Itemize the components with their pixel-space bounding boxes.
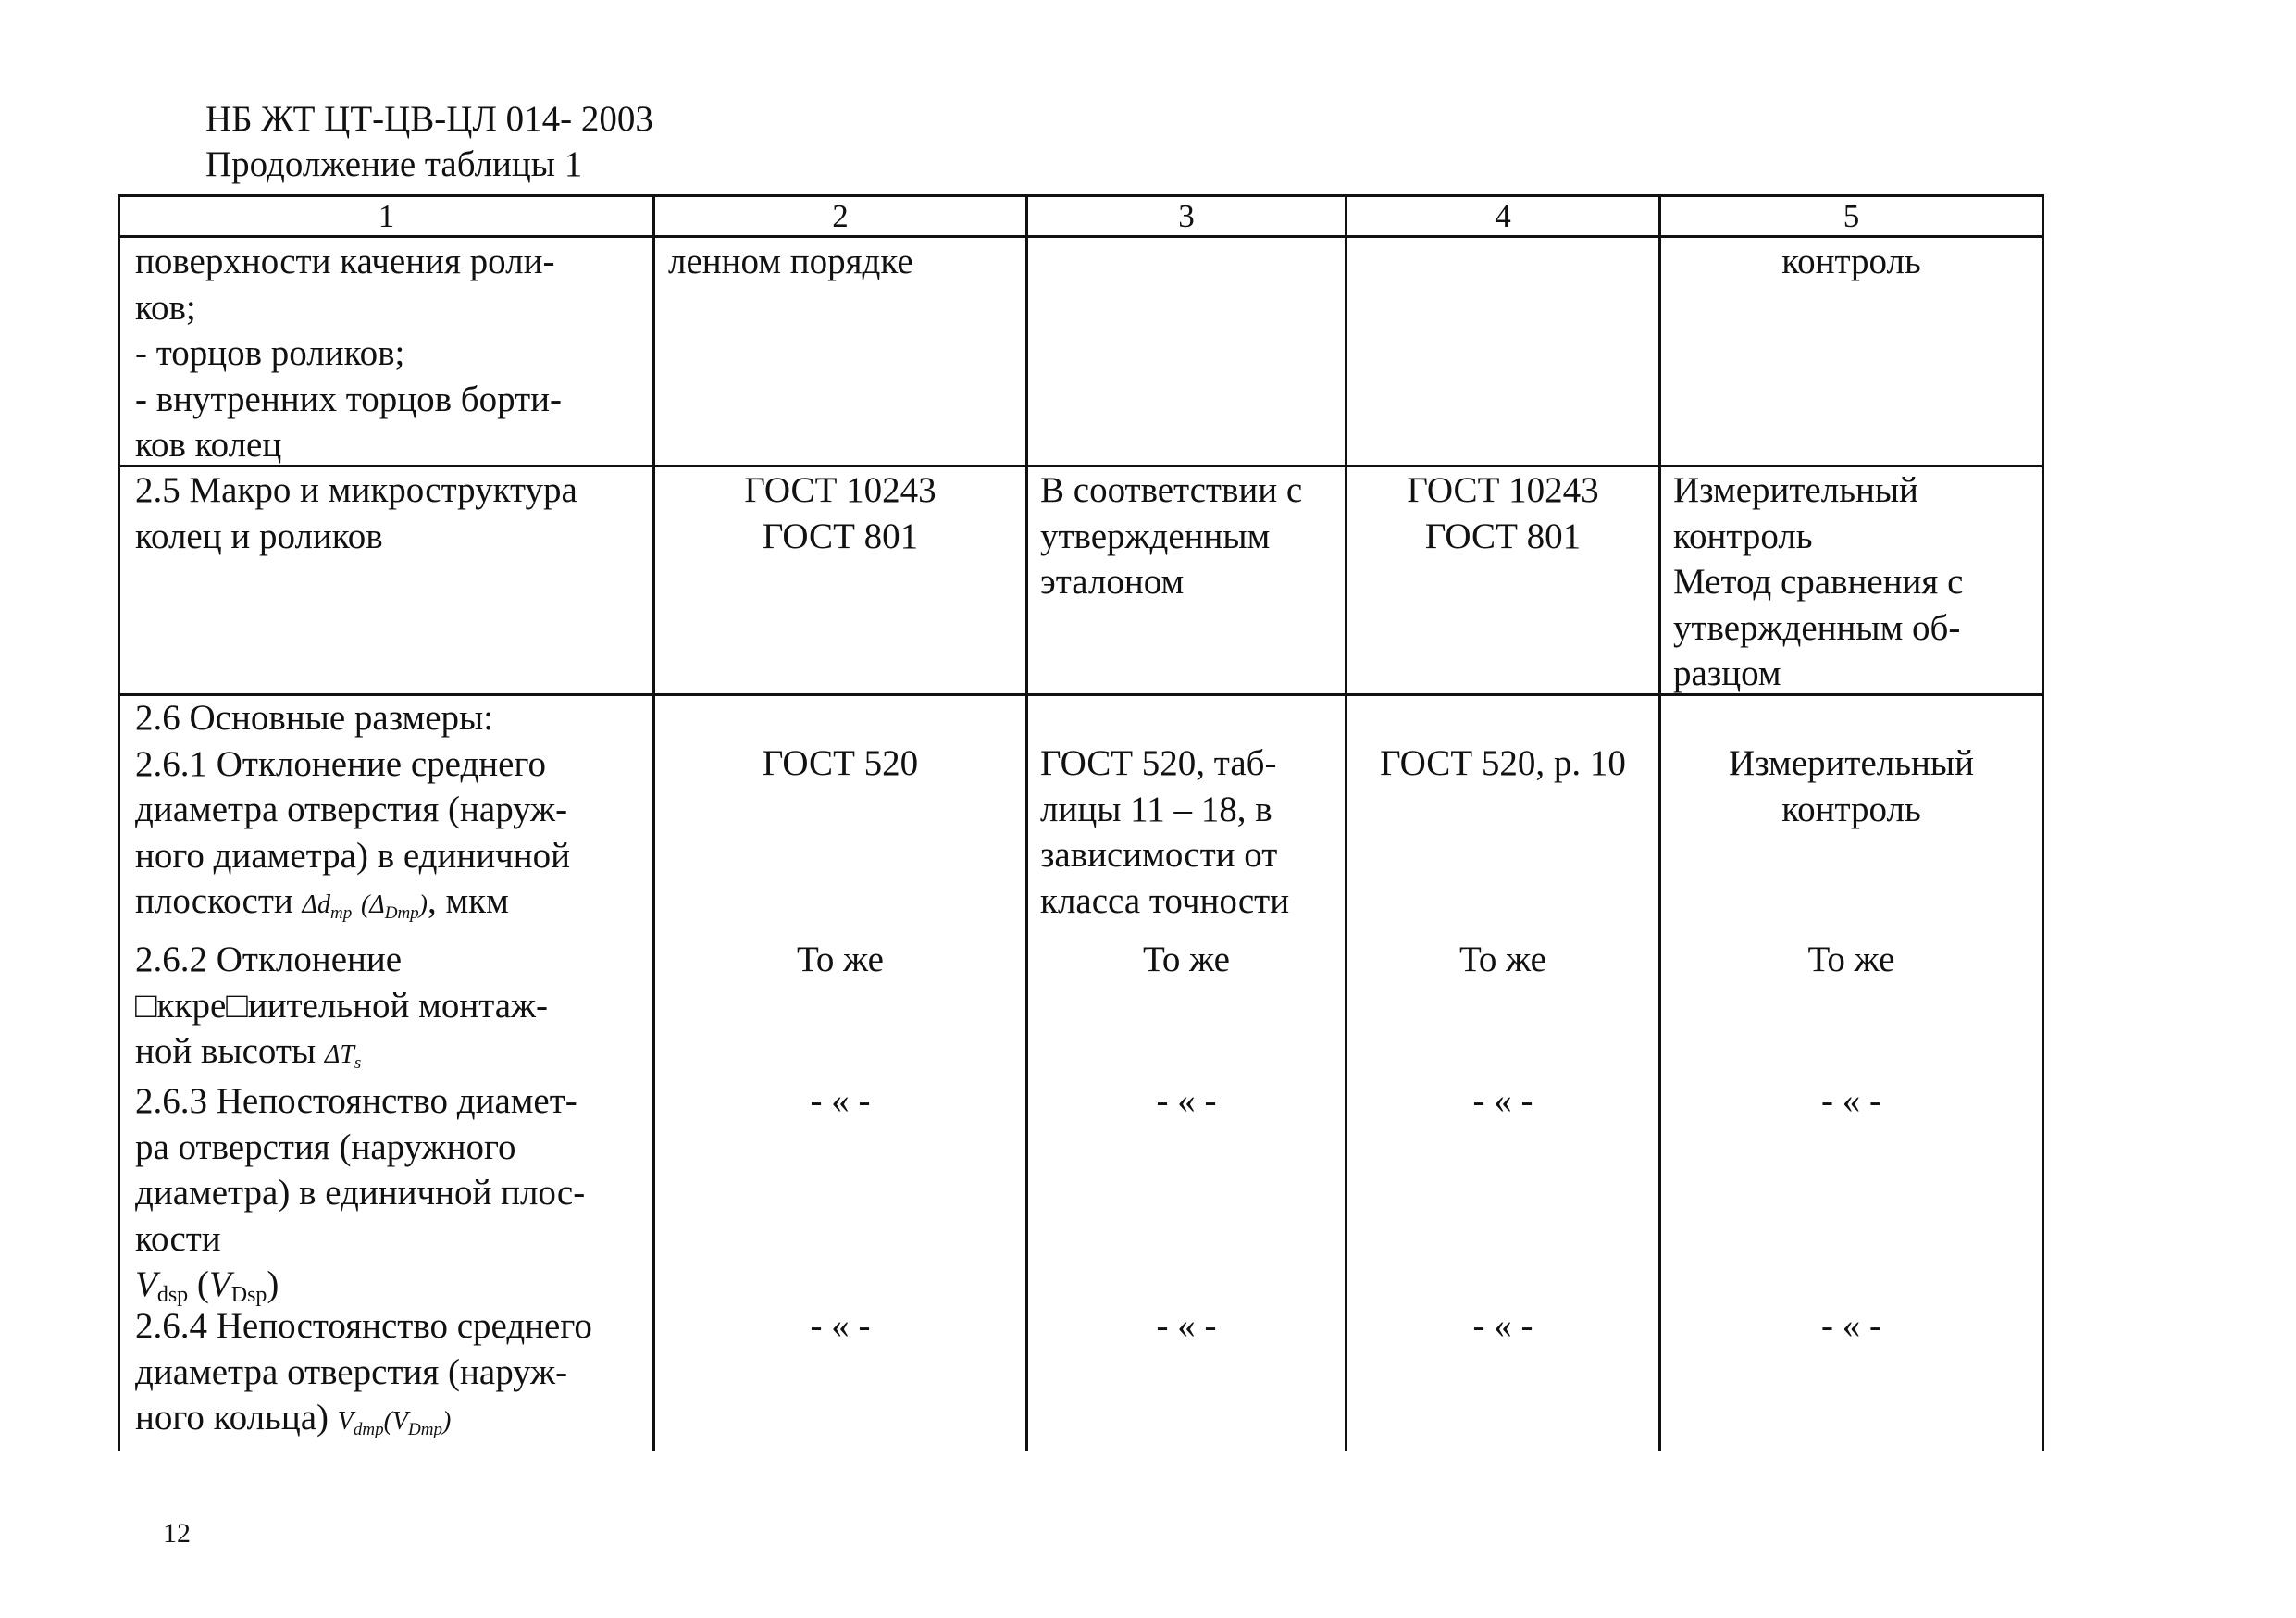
text-line: 2.5 Макро и микроструктура — [135, 470, 577, 510]
text-line: диаметра) в единичной плос- — [135, 1173, 586, 1213]
row-d-col1 — [135, 937, 548, 1087]
row-b-col4 — [1347, 467, 1658, 559]
text-line: диаметра отверстия (наруж- — [135, 1351, 568, 1392]
text-line: - внутренних торцов борти- — [135, 379, 563, 419]
text-line: ков; — [135, 287, 196, 328]
text-line: класса точности — [1040, 880, 1290, 921]
text-line: ГОСТ 10243 — [744, 470, 937, 510]
column-number-1: 1 — [378, 198, 395, 234]
text-line: - торцов роликов; — [135, 333, 405, 373]
text-line: ГОСТ 520, таб- — [1040, 743, 1277, 783]
text-fragment: ной высоты — [135, 1031, 316, 1071]
row-f-col2: - « - — [810, 1306, 871, 1346]
column-border-1-2 — [652, 194, 655, 1451]
text-line: утвержденным об- — [1673, 607, 1961, 648]
column-border-left — [118, 194, 120, 1451]
row-c-col2: ГОСТ 520 — [762, 743, 919, 783]
formula-delta-dmp: $\Delta d_{mp}$ — [302, 890, 353, 923]
text-line-with-formula — [135, 1395, 592, 1453]
text-line: эталоном — [1040, 562, 1185, 602]
column-border-right — [2042, 194, 2044, 1451]
page-number: 12 — [163, 1518, 191, 1549]
row-d-col3: То же — [1143, 940, 1230, 979]
column-number-2: 2 — [832, 198, 849, 234]
section-title: 2.6 Основные размеры: — [135, 698, 494, 738]
text-line: кости — [135, 1218, 221, 1259]
text-line: □ккре□иительной монтаж- — [135, 985, 548, 1026]
text-line: контроль — [1673, 516, 1813, 556]
row-c-col1 — [135, 695, 570, 937]
column-number-3: 3 — [1178, 198, 1195, 234]
row-b-col1 — [135, 467, 577, 559]
text-line: разцом — [1673, 653, 1781, 693]
row-c-col5 — [1661, 741, 2042, 832]
text-line: контроль — [1781, 789, 1921, 829]
row-c-col4: ГОСТ 520, р. 10 — [1380, 743, 1626, 783]
text-fragment: , мкм — [428, 881, 509, 921]
row-d-col5: То же — [1807, 940, 1895, 979]
header-row-border — [118, 235, 2044, 238]
row-b-col3 — [1040, 467, 1302, 605]
text-line: 2.6.2 Отклонение — [135, 940, 403, 979]
row-b-col2 — [655, 467, 1025, 559]
text-line: ГОСТ 10243 — [1407, 470, 1599, 510]
text-line: ГОСТ 801 — [1424, 516, 1582, 556]
column-number-4: 4 — [1495, 198, 1511, 234]
text-line: ков колец — [135, 425, 282, 465]
column-border-3-4 — [1345, 194, 1347, 1451]
row-e-col4: - « - — [1472, 1081, 1533, 1121]
text-line: утвержденным — [1040, 516, 1271, 556]
table-top-border — [118, 194, 2044, 197]
text-line: Метод сравнения с — [1673, 562, 1964, 602]
text-fragment: плоскости — [135, 881, 293, 921]
text-line: поверхности качения роли- — [135, 242, 555, 281]
row-a-col1 — [135, 239, 562, 468]
row-c-col3 — [1040, 741, 1289, 924]
column-border-2-3 — [1025, 194, 1028, 1451]
row-e-col5: - « - — [1821, 1081, 1881, 1121]
formula-Vdsp: Vdsp (VDsp) — [135, 1264, 279, 1307]
row-f-col1 — [135, 1303, 592, 1453]
text-line: ного диаметра) в единичной — [135, 835, 570, 876]
formula-Vdmp: $V_{dmp}(V_{Dmp})$ — [337, 1407, 452, 1439]
row-e-col3: - « - — [1156, 1081, 1217, 1121]
text-line: Измерительный — [1729, 743, 1974, 783]
row-f-col3: - « - — [1156, 1306, 1217, 1346]
row-f-col4: - « - — [1472, 1306, 1533, 1346]
text-line: зависимости от — [1040, 835, 1278, 875]
text-line: лицы 11 – 18, в — [1040, 789, 1272, 829]
formula-delta-Ts: $\Delta T_s$ — [324, 1040, 362, 1073]
column-number-5: 5 — [1843, 198, 1860, 234]
text-line: ра отверстия (наружного — [135, 1126, 516, 1167]
table-continuation-caption: Продолжение таблицы 1 — [205, 144, 583, 184]
row-d-col2: То же — [797, 940, 884, 979]
text-line-with-formula — [135, 878, 570, 937]
row-f-col5: - « - — [1821, 1306, 1881, 1346]
text-line: колец и роликов — [135, 516, 383, 556]
text-fragment: ного кольца) — [135, 1398, 329, 1438]
text-line: 2.6.3 Непостоянство диамет- — [135, 1081, 577, 1121]
row-a-col2: ленном порядке — [668, 242, 913, 281]
row-b-col5 — [1673, 467, 1963, 697]
text-line: Измерительный — [1673, 470, 1918, 510]
text-line: ГОСТ 801 — [762, 516, 919, 556]
document-code: НБ ЖТ ЦТ-ЦВ-ЦЛ 014- 2003 — [205, 99, 653, 139]
row-d-col4: То же — [1459, 940, 1546, 979]
row-a-col5: контроль — [1781, 242, 1921, 281]
row-e-col2: - « - — [810, 1081, 871, 1121]
text-line: В соответствии с — [1040, 470, 1303, 510]
text-line: диаметра отверстия (наруж- — [135, 790, 568, 829]
text-line: 2.6.4 Непостоянство среднего — [135, 1306, 592, 1346]
row-e-col1 — [135, 1078, 585, 1319]
text-line: 2.6.1 Отклонение среднего — [135, 743, 547, 784]
formula-delta-Dmp: $(\Delta_{Dmp})$ — [360, 890, 428, 923]
